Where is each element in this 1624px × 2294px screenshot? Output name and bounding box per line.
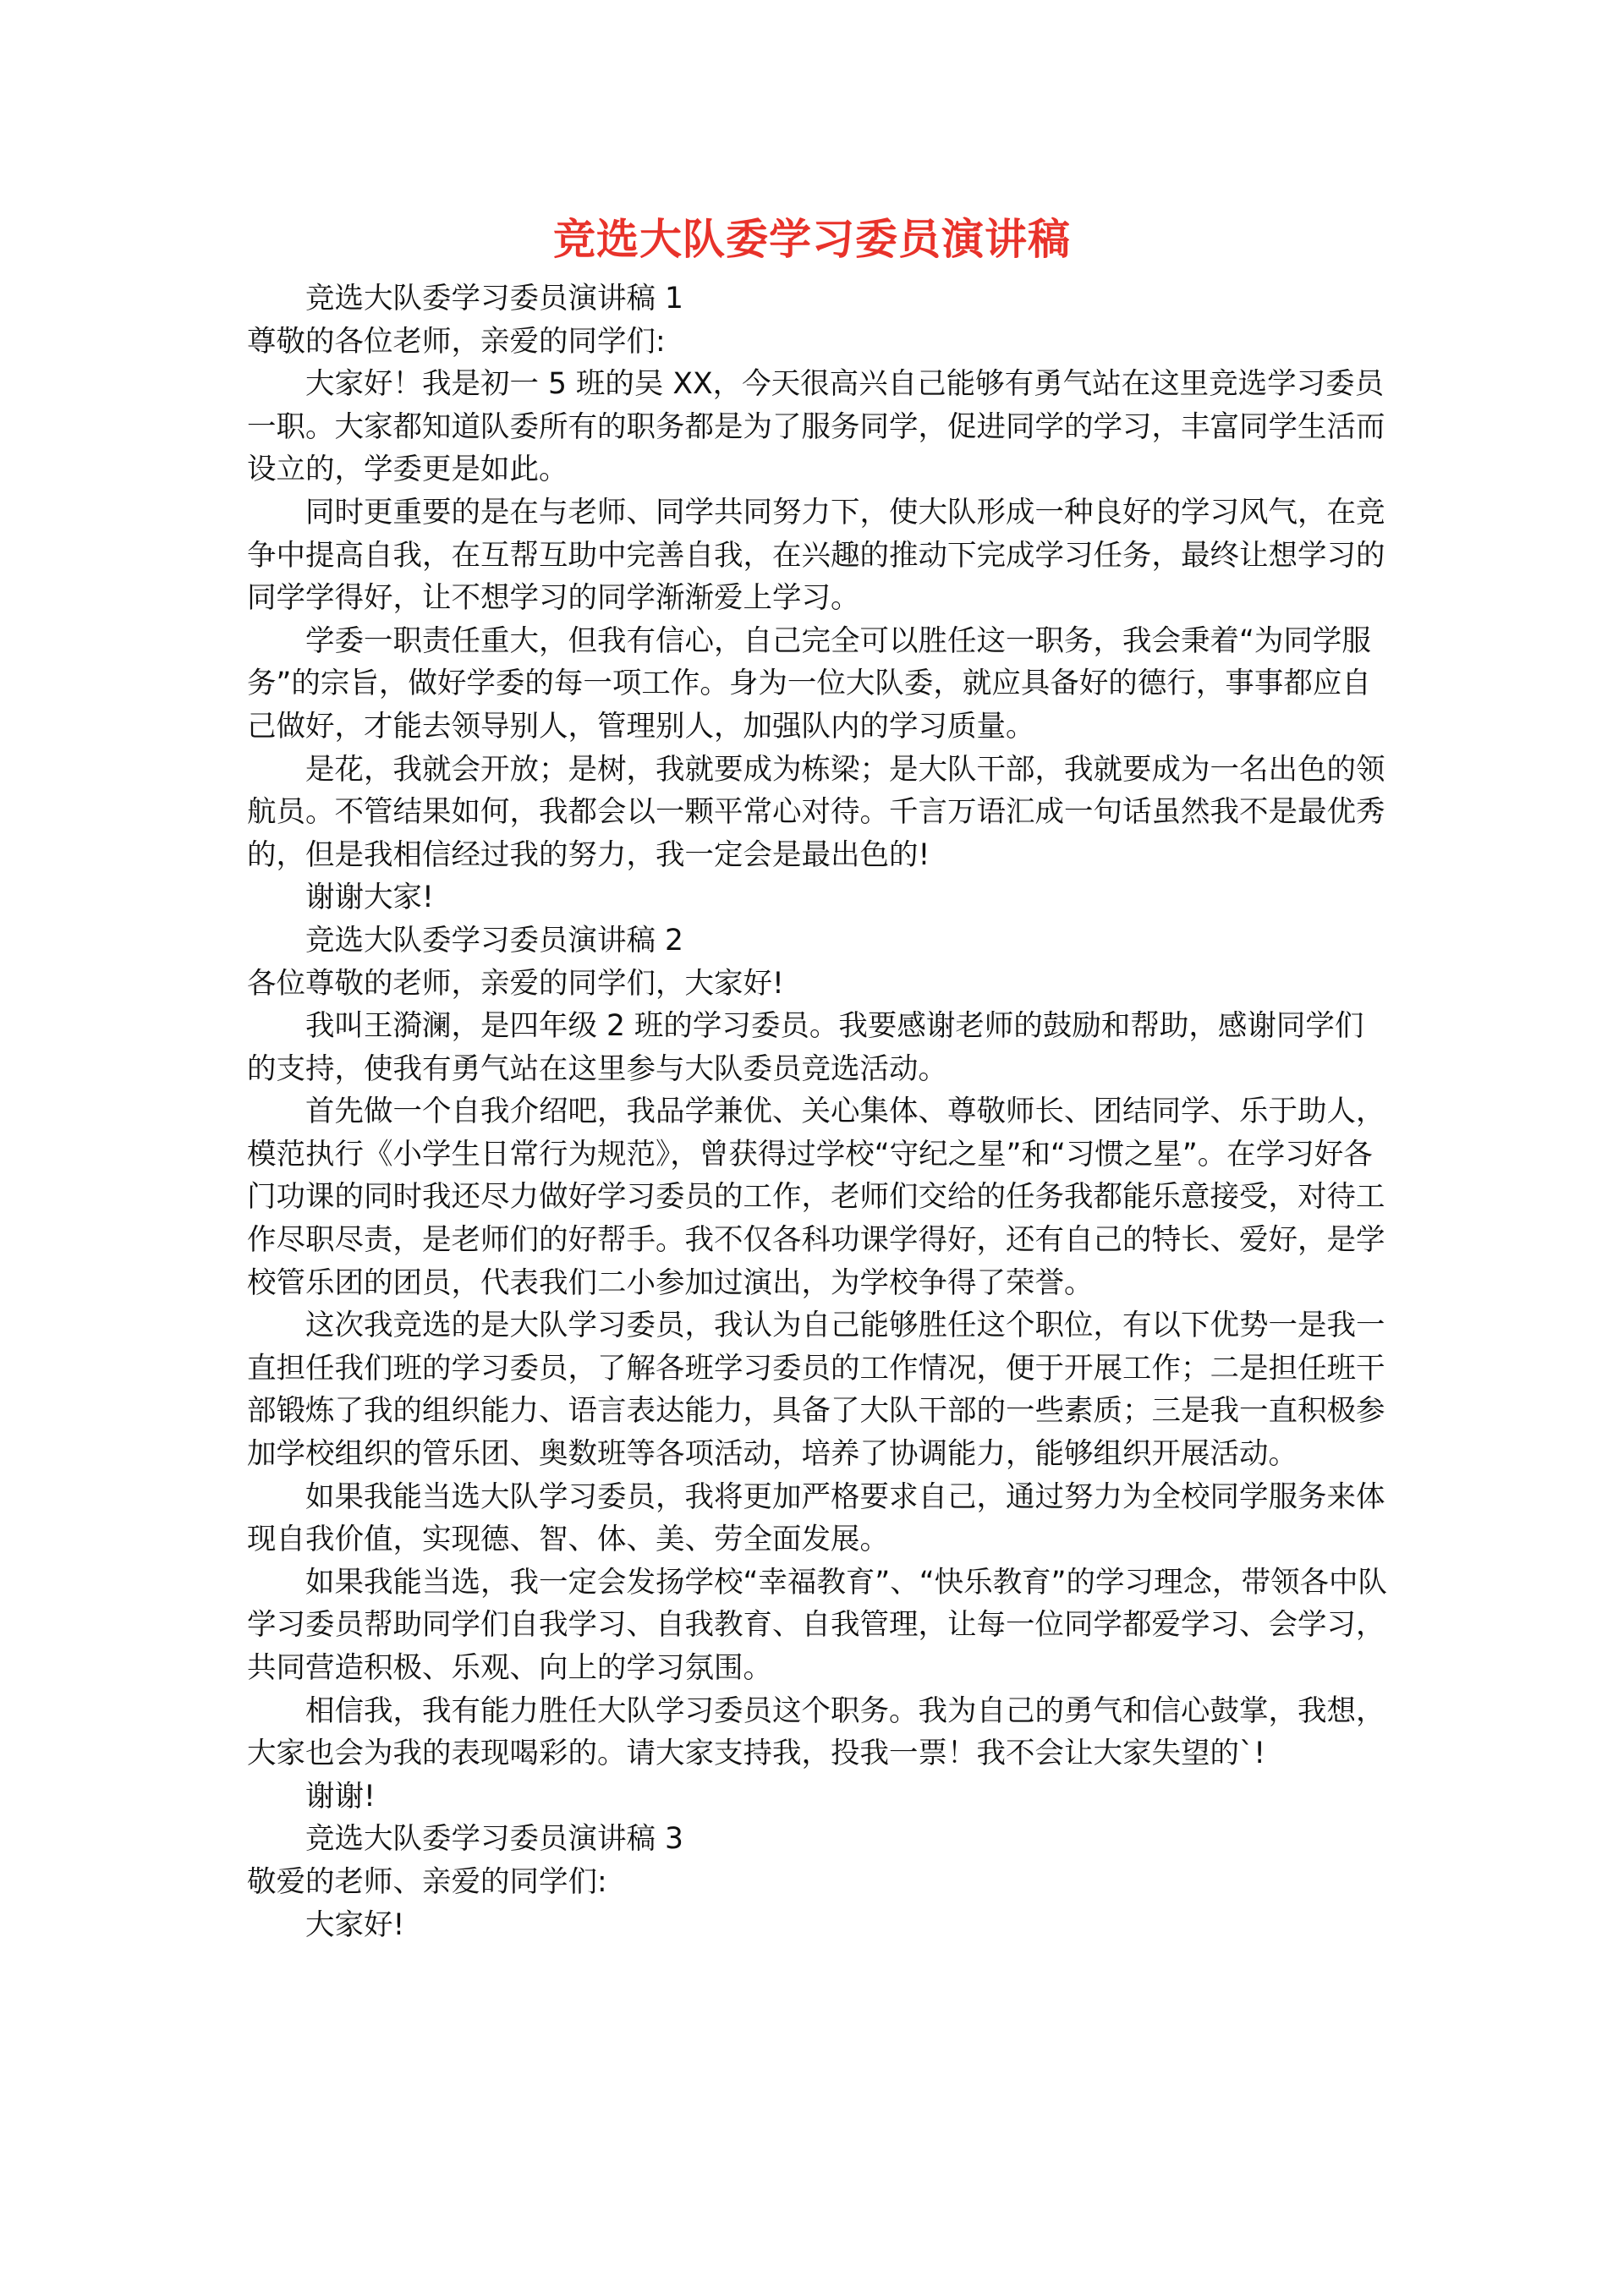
paragraph: 大家好！我是初一 5 班的吴 XX，今天很高兴自己能够有勇气站在这里竞选学习委员一职。大家都知道队委所有的职务都是为了服务同学，促进同学的学习，丰富同学生活而设立的，学委更是如此。 (247, 367, 1385, 487)
paragraph: 是花，我就会开放；是树，我就要成为栋梁；是大队干部，我就要成为一名出色的领航员。不管结果如何，我都会以一颗平常心对待。千言万语汇成一句话虽然我不是最优秀的，但是我相信经过我的努力，我一定会是最出色的! (247, 752, 1385, 872)
section-heading-2: 竞选大队委学习委员演讲稿 2 (305, 923, 683, 958)
paragraph: 这次我竞选的是大队学习委员，我认为自己能够胜任这个职位，有以下优势一是我一直担任我们班的学习委员，了解各班学习委员的工作情况，便于开展工作；二是担任班干部锻炼了我的组织能力、语言表达能力，具备了大队干部的一些素质；三是我一直积极参加学校组织的管乐团、奥数班等各项活动，培养了协调能力，能够组织开展活动。 (247, 1309, 1385, 1472)
salutation-1: 尊敬的各位老师，亲爱的同学们: (247, 324, 666, 359)
salutation-2: 各位尊敬的老师，亲爱的同学们，大家好! (247, 966, 784, 1001)
closing-line: 谢谢大家! (305, 881, 434, 915)
salutation-3: 敬爱的老师、亲爱的同学们: (247, 1864, 607, 1899)
section-heading-3: 竞选大队委学习委员演讲稿 3 (305, 1822, 683, 1857)
paragraph: 如果我能当选大队学习委员，我将更加严格要求自己，通过努力为全校同学服务来体现自我价值，实现德、智、体、美、劳全面发展。 (247, 1479, 1385, 1557)
document-title: 竞选大队委学习委员演讲稿 (553, 214, 1071, 264)
section-heading-1: 竞选大队委学习委员演讲稿 1 (305, 282, 683, 316)
closing-line: 谢谢! (305, 1779, 376, 1814)
paragraph: 学委一职责任重大，但我有信心，自己完全可以胜任这一职务，我会秉着“为同学服务”的宗旨，做好学委的每一项工作。身为一位大队委，就应具备好的德行，事事都应自己做好，才能去领导别人，管理别人，加强队内的学习质量。 (247, 623, 1371, 744)
paragraph: 相信我，我有能力胜任大队学习委员这个职务。我为自己的勇气和信心鼓掌，我想，大家也会为我的表现喝彩的。请大家支持我，投我一票！我不会让大家失望的`! (247, 1693, 1385, 1771)
paragraph: 我叫王漪澜，是四年级 2 班的学习委员。我要感谢老师的鼓励和帮助，感谢同学们的支持，使我有勇气站在这里参与大队委员竞选活动。 (247, 1009, 1364, 1086)
paragraph: 如果我能当选，我一定会发扬学校“幸福教育”、“快乐教育”的学习理念，带领各中队学习委员帮助同学们自我学习、自我教育、自我管理，让每一位同学都爱学习、会学习，共同营造积极、乐观、向上的学习氛围。 (247, 1565, 1387, 1685)
document-body (247, 277, 1389, 1946)
greeting-line: 大家好! (305, 1907, 405, 1942)
paragraph: 首先做一个自我介绍吧，我品学兼优、关心集体、尊敬师长、团结同学、乐于助人，模范执行《小学生日常行为规范》，曾获得过学校“守纪之星”和“习惯之星”。在学习好各门功课的同时我还尽力做好学习委员的工作，老师们交给的任务我都能乐意接受，对待工作尽职尽责，是老师们的好帮手。我不仅各科功课学得好，还有自己的特长、爱好，是学校管乐团的团员，代表我们二小参加过演出，为学校争得了荣誉。 (247, 1095, 1385, 1300)
paragraph: 同时更重要的是在与老师、同学共同努力下，使大队形成一种良好的学习风气，在竞争中提高自我，在互帮互助中完善自我，在兴趣的推动下完成学习任务，最终让想学习的同学学得好，让不想学习的同学渐渐爱上学习。 (247, 495, 1385, 616)
